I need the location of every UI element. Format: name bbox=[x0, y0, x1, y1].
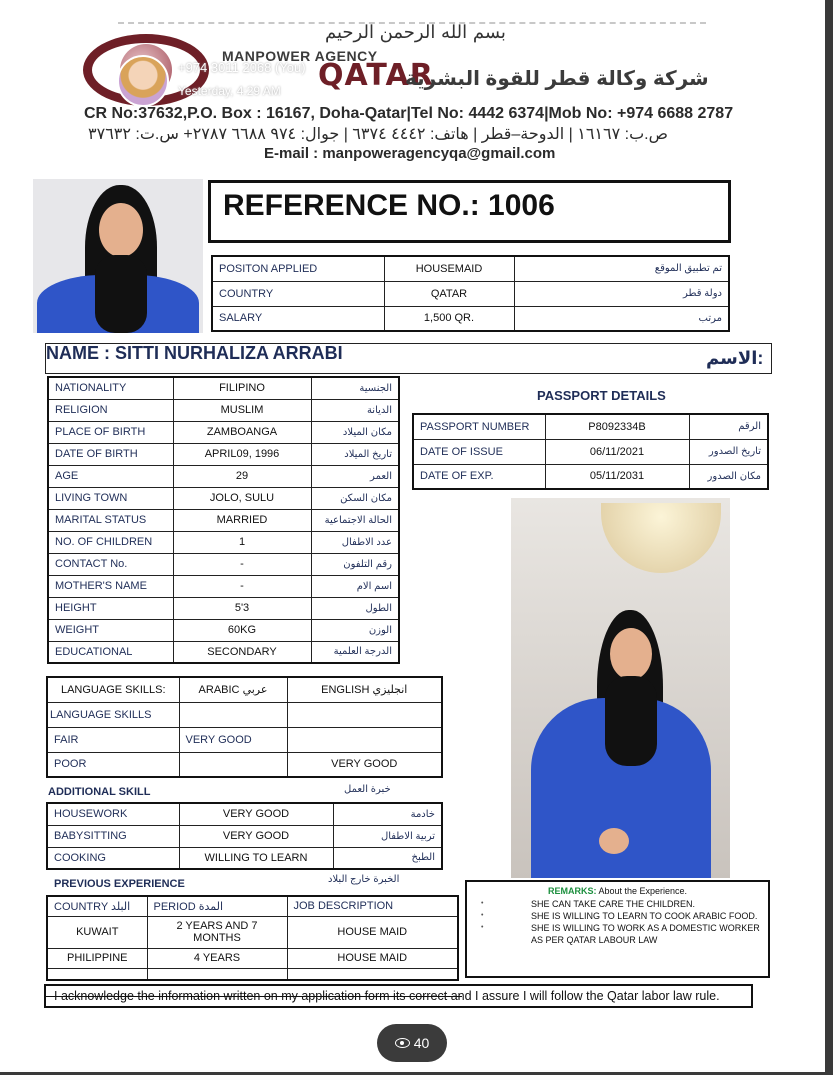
reference-number: REFERENCE NO.: 1006 bbox=[223, 189, 555, 222]
experience-cell: KUWAIT bbox=[47, 916, 147, 948]
list-item: • SHE IS WILLING TO WORK AS A DOMESTIC WORKER AS PER QATAR LABOUR LAW bbox=[475, 922, 760, 946]
position-value: HOUSEMAID bbox=[384, 256, 514, 281]
info-label-ar: تاريخ الميلاد bbox=[311, 443, 399, 465]
contact-line: CR No:37632,P.O. Box : 16167, Doha-Qatar|Tel No: 4442 6374|Mob No: +974 6688 2787 bbox=[84, 105, 734, 122]
info-value: 1 bbox=[173, 531, 311, 553]
info-label-ar: عدد الاطفال bbox=[311, 531, 399, 553]
sender-avatar[interactable] bbox=[117, 55, 169, 107]
passport-label: DATE OF EXP. bbox=[413, 464, 545, 489]
info-label: NATIONALITY bbox=[48, 377, 173, 399]
remarks-subtitle: About the Experience. bbox=[596, 886, 688, 896]
skill-label: BABYSITTING bbox=[47, 825, 179, 847]
experience-cell: HOUSE MAID bbox=[287, 948, 458, 968]
company-email: E-mail : manpoweragencyqa@gmail.com bbox=[264, 145, 556, 162]
info-label: WEIGHT bbox=[48, 619, 173, 641]
contact-line-arabic: ص.ب: ١٦١٦٧ | الدوحة–قطر | هاتف: ٤٤٤٢ ٦٣٧٤ | جوال: ٩٧٤ ٦٦٨٨ ٢٧٨٧+ س.ت: ٣٧٦٣٢ bbox=[88, 126, 668, 143]
info-value: MARRIED bbox=[173, 509, 311, 531]
info-label: NO. OF CHILDREN bbox=[48, 531, 173, 553]
language-cell: LANGUAGE SKILLS bbox=[47, 702, 179, 727]
table-row bbox=[47, 847, 442, 869]
info-label: AGE bbox=[48, 465, 173, 487]
info-label-ar: مكان السكن bbox=[311, 487, 399, 509]
personal-info-table bbox=[47, 376, 400, 664]
table-row bbox=[48, 465, 399, 487]
company-name-arabic: شركة وكالة قطر للقوة البشرية bbox=[405, 68, 709, 90]
table-row bbox=[47, 896, 458, 916]
experience-table bbox=[46, 895, 459, 981]
table-row bbox=[47, 702, 442, 727]
info-value: APRIL09, 1996 bbox=[173, 443, 311, 465]
additional-skill-table bbox=[46, 802, 443, 870]
experience-cell bbox=[47, 968, 147, 980]
language-cell: POOR bbox=[47, 752, 179, 777]
table-row bbox=[48, 619, 399, 641]
skill-label-ar: خادمة bbox=[333, 803, 442, 825]
country-label: COUNTRY bbox=[212, 281, 384, 306]
sender-timestamp: Yesterday, 4:29 AM bbox=[178, 84, 281, 98]
arabic-head: ARABIC عربي bbox=[179, 677, 287, 702]
table-row bbox=[413, 439, 768, 464]
table-row bbox=[48, 377, 399, 399]
table-row bbox=[212, 256, 729, 281]
salary-label-ar: مرتب bbox=[514, 306, 729, 331]
table-row bbox=[47, 825, 442, 847]
language-cell bbox=[179, 752, 287, 777]
experience-cell: 4 YEARS bbox=[147, 948, 287, 968]
info-label: PLACE OF BIRTH bbox=[48, 421, 173, 443]
info-label: MARITAL STATUS bbox=[48, 509, 173, 531]
info-value: FILIPINO bbox=[173, 377, 311, 399]
skill-value: VERY GOOD bbox=[179, 803, 333, 825]
skill-label: HOUSEWORK bbox=[47, 803, 179, 825]
table-row bbox=[47, 677, 442, 702]
table-row bbox=[48, 399, 399, 421]
info-value: ZAMBOANGA bbox=[173, 421, 311, 443]
company-name-big: QATAR bbox=[318, 58, 434, 93]
info-label: MOTHER'S NAME bbox=[48, 575, 173, 597]
remarks-list bbox=[475, 898, 760, 946]
info-value: - bbox=[173, 575, 311, 597]
table-row bbox=[48, 443, 399, 465]
skill-value: VERY GOOD bbox=[179, 825, 333, 847]
view-count-badge[interactable] bbox=[377, 1024, 447, 1062]
sender-phone: +974 3011 2068 (You) bbox=[178, 60, 306, 75]
table-row bbox=[48, 509, 399, 531]
info-label: LIVING TOWN bbox=[48, 487, 173, 509]
table-row bbox=[48, 531, 399, 553]
info-value: 5'3 bbox=[173, 597, 311, 619]
skill-label-ar: تربية الاطفال bbox=[333, 825, 442, 847]
info-label-ar: اسم الام bbox=[311, 575, 399, 597]
language-cell bbox=[287, 727, 442, 752]
info-label-ar: الدرجة العلمية bbox=[311, 641, 399, 663]
experience-cell: PHILIPPINE bbox=[47, 948, 147, 968]
passport-label-ar: مكان الصدور bbox=[689, 464, 768, 489]
acknowledgement-strikethrough bbox=[44, 996, 462, 997]
english-head: ENGLISH انجليزي bbox=[287, 677, 442, 702]
info-label: EDUCATIONAL bbox=[48, 641, 173, 663]
position-label: POSITON APPLIED bbox=[212, 256, 384, 281]
passport-label: PASSPORT NUMBER bbox=[413, 414, 545, 439]
remarks-heading bbox=[475, 886, 760, 896]
reference-number-box bbox=[208, 180, 731, 243]
info-label-ar: الوزن bbox=[311, 619, 399, 641]
list-item: • SHE IS WILLING TO LEARN TO COOK ARABIC FOOD. bbox=[475, 910, 760, 922]
info-label-ar: رقم التلفون bbox=[311, 553, 399, 575]
info-label: DATE OF BIRTH bbox=[48, 443, 173, 465]
info-label: HEIGHT bbox=[48, 597, 173, 619]
info-label-ar: الجنسية bbox=[311, 377, 399, 399]
info-value: SECONDARY bbox=[173, 641, 311, 663]
passport-value: P8092334B bbox=[545, 414, 689, 439]
view-count: 40 bbox=[413, 1035, 430, 1051]
info-value: 29 bbox=[173, 465, 311, 487]
table-row bbox=[212, 306, 729, 331]
table-row bbox=[47, 803, 442, 825]
exp-head-period: PERIOD المدة bbox=[147, 896, 287, 916]
language-head: LANGUAGE SKILLS: bbox=[47, 677, 179, 702]
exp-head-country: COUNTRY البلد bbox=[47, 896, 147, 916]
table-row bbox=[47, 968, 458, 980]
info-value: 60KG bbox=[173, 619, 311, 641]
table-row bbox=[48, 575, 399, 597]
info-label: RELIGION bbox=[48, 399, 173, 421]
table-row bbox=[48, 553, 399, 575]
skill-label: COOKING bbox=[47, 847, 179, 869]
additional-skill-label: ADDITIONAL SKILL bbox=[48, 786, 151, 798]
language-cell: VERY GOOD bbox=[287, 752, 442, 777]
table-row bbox=[47, 916, 458, 948]
skill-label-ar: الطبخ bbox=[333, 847, 442, 869]
remarks-box bbox=[465, 880, 770, 978]
info-label-ar: العمر bbox=[311, 465, 399, 487]
language-skills-table bbox=[46, 676, 443, 778]
info-label: CONTACT No. bbox=[48, 553, 173, 575]
table-row bbox=[413, 464, 768, 489]
passport-table bbox=[412, 413, 769, 490]
table-row bbox=[47, 948, 458, 968]
passport-label-ar: تاريخ الصدور bbox=[689, 439, 768, 464]
previous-experience-label-ar: الخبرة خارج البلاد bbox=[328, 874, 400, 885]
language-cell: VERY GOOD bbox=[179, 727, 287, 752]
info-label-ar: الحالة الاجتماعية bbox=[311, 509, 399, 531]
table-row bbox=[48, 487, 399, 509]
passport-value: 05/11/2031 bbox=[545, 464, 689, 489]
table-row bbox=[212, 281, 729, 306]
language-cell: FAIR bbox=[47, 727, 179, 752]
country-value: QATAR bbox=[384, 281, 514, 306]
language-cell bbox=[287, 702, 442, 727]
info-value: JOLO, SULU bbox=[173, 487, 311, 509]
salary-value: 1,500 QR. bbox=[384, 306, 514, 331]
table-row bbox=[48, 597, 399, 619]
salary-label: SALARY bbox=[212, 306, 384, 331]
experience-cell: HOUSE MAID bbox=[287, 916, 458, 948]
acknowledgement-text: I acknowledge the information written on my application form its correct and I assure I will follow the Qatar labor law rule. bbox=[54, 989, 720, 1003]
applicant-photo-portrait bbox=[33, 179, 203, 333]
table-row bbox=[47, 727, 442, 752]
language-cell bbox=[179, 702, 287, 727]
applicant-name: NAME : SITTI NURHALIZA ARRABI bbox=[46, 343, 343, 363]
list-item: • SHE CAN TAKE CARE THE CHILDREN. bbox=[475, 898, 760, 910]
passport-label: DATE OF ISSUE bbox=[413, 439, 545, 464]
passport-value: 06/11/2021 bbox=[545, 439, 689, 464]
experience-cell bbox=[147, 968, 287, 980]
skill-value: WILLING TO LEARN bbox=[179, 847, 333, 869]
position-label-ar: تم تطبيق الموقع bbox=[514, 256, 729, 281]
additional-skill-label-ar: خبرة العمل bbox=[344, 784, 391, 795]
exp-head-job: JOB DESCRIPTION bbox=[287, 896, 458, 916]
experience-cell bbox=[287, 968, 458, 980]
company-name-small: MANPOWER AGENCY bbox=[222, 48, 378, 64]
eye-icon bbox=[395, 1038, 410, 1048]
table-row bbox=[47, 752, 442, 777]
info-value: MUSLIM bbox=[173, 399, 311, 421]
previous-experience-label: PREVIOUS EXPERIENCE bbox=[54, 878, 185, 890]
info-label-ar: الطول bbox=[311, 597, 399, 619]
info-label-ar: مكان الميلاد bbox=[311, 421, 399, 443]
info-label-ar: الديانة bbox=[311, 399, 399, 421]
table-row bbox=[48, 641, 399, 663]
remarks-label: REMARKS: bbox=[547, 886, 597, 896]
bismillah-text: بسم الله الرحمن الرحيم bbox=[325, 22, 506, 43]
passport-label-ar: الرقم bbox=[689, 414, 768, 439]
passport-details-title: PASSPORT DETAILS bbox=[537, 388, 666, 403]
applicant-photo-full bbox=[511, 498, 730, 878]
experience-cell: 2 YEARS AND 7 MONTHS bbox=[147, 916, 287, 948]
applicant-name-label-ar: :الاسم bbox=[706, 348, 764, 368]
position-table bbox=[211, 255, 730, 332]
country-label-ar: دولة قطر bbox=[514, 281, 729, 306]
table-row bbox=[413, 414, 768, 439]
table-row bbox=[48, 421, 399, 443]
info-value: - bbox=[173, 553, 311, 575]
